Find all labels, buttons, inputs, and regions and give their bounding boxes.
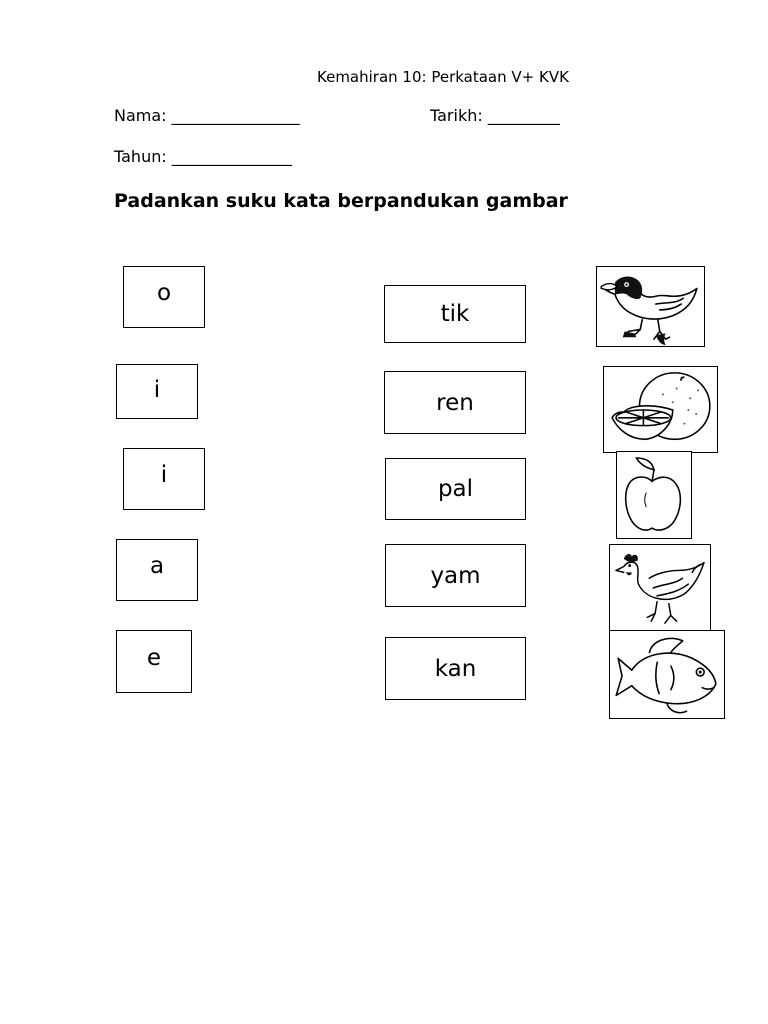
duck-icon xyxy=(597,267,704,346)
vowel-box-2[interactable] xyxy=(116,364,198,419)
vowel-box-4[interactable] xyxy=(116,539,198,601)
syllable-label: yam xyxy=(430,562,481,589)
apple-icon xyxy=(617,452,691,538)
vowel-label: a xyxy=(149,553,165,579)
vowel-box-1[interactable] xyxy=(123,266,205,328)
syllable-label: pal xyxy=(437,476,474,502)
syllable-label: ren xyxy=(436,389,474,416)
year-field[interactable]: Tahun: _______________ xyxy=(114,147,292,166)
apple-picture[interactable] xyxy=(616,451,692,539)
syllable-box-1[interactable] xyxy=(384,285,526,343)
duck-picture[interactable] xyxy=(596,266,705,347)
syllable-box-3[interactable] xyxy=(385,458,526,520)
fish-icon xyxy=(610,631,724,718)
vowel-label: i xyxy=(160,462,168,488)
hen-icon xyxy=(610,545,710,633)
vowel-box-5[interactable] xyxy=(116,630,192,693)
syllable-label: kan xyxy=(434,655,477,682)
vowel-label: i xyxy=(153,376,161,403)
orange-icon xyxy=(604,367,717,452)
syllable-label: tik xyxy=(440,301,470,327)
name-field[interactable]: Nama: ________________ xyxy=(114,106,300,125)
vowel-box-3[interactable] xyxy=(123,448,205,510)
orange-picture[interactable] xyxy=(603,366,718,453)
vowel-label: e xyxy=(146,644,162,671)
syllable-box-4[interactable] xyxy=(385,544,526,607)
date-field[interactable]: Tarikh: _________ xyxy=(430,106,560,125)
skill-title: Kemahiran 10: Perkataan V+ KVK xyxy=(317,68,569,86)
syllable-box-5[interactable] xyxy=(385,637,526,700)
fish-picture[interactable] xyxy=(609,630,725,719)
vowel-label: o xyxy=(156,280,172,306)
instruction-heading: Padankan suku kata berpandukan gambar xyxy=(114,190,568,212)
syllable-box-2[interactable] xyxy=(384,371,526,434)
hen-picture[interactable] xyxy=(609,544,711,634)
